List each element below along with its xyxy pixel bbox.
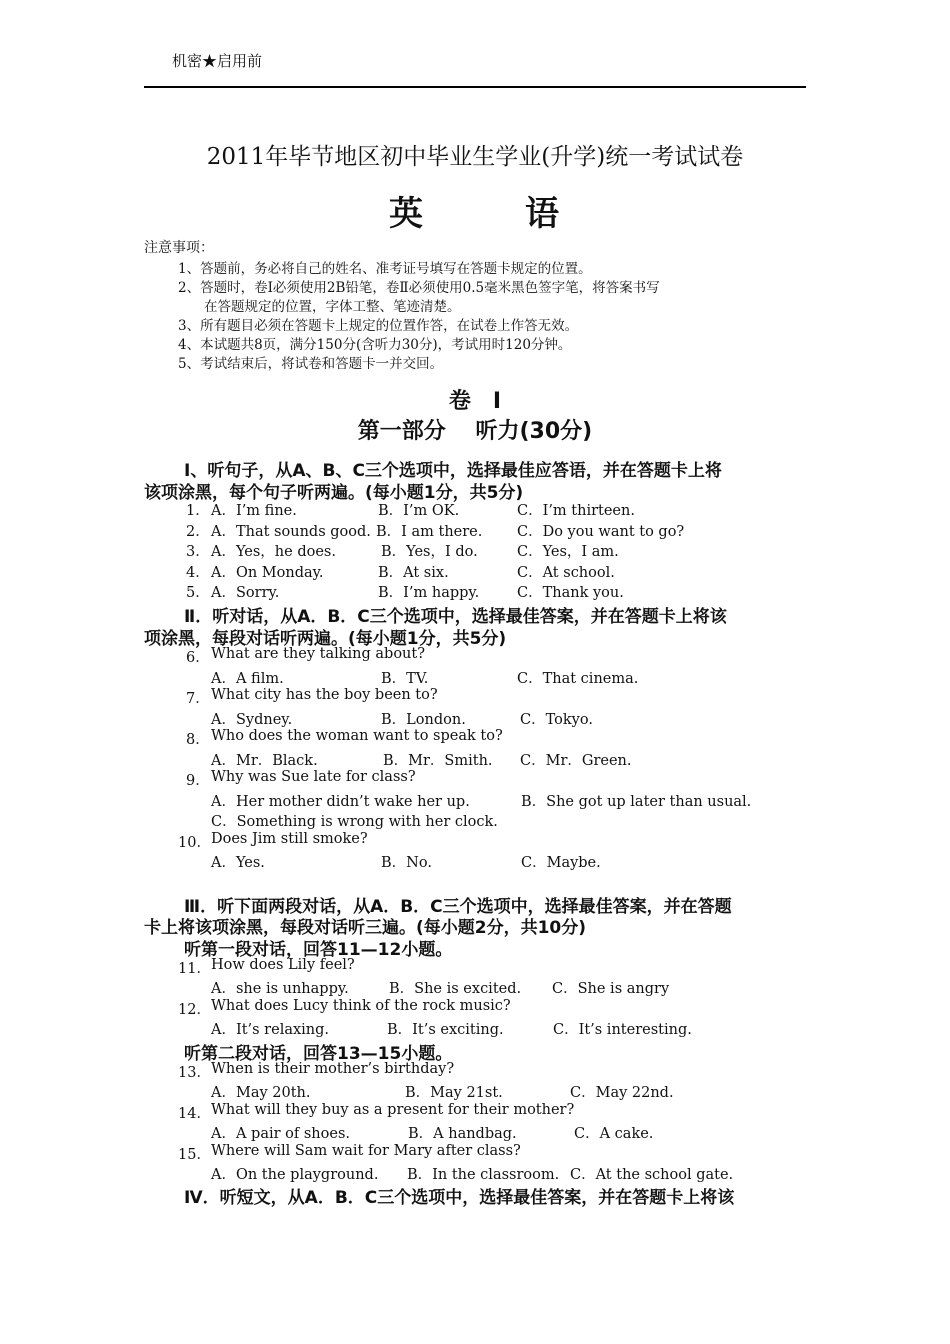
option-c: C．That cinema. xyxy=(517,671,639,687)
question-number: 4． xyxy=(186,565,210,581)
option-c: C．A cake. xyxy=(574,1126,654,1142)
question-number: 11． xyxy=(178,961,211,977)
option-b: B．She is excited. xyxy=(389,981,522,997)
option-b: B．At six. xyxy=(378,565,449,581)
option-a: A．Yes. xyxy=(211,855,265,871)
option-b: B．I’m OK. xyxy=(378,503,460,519)
option-a: A．Her mother didn’t wake her up. xyxy=(211,794,470,810)
option-a: A．On Monday. xyxy=(211,565,324,581)
exam-title: 2011年毕节地区初中毕业生学业(升学)统一考试试卷 xyxy=(206,144,744,170)
option-a: A．May 20th. xyxy=(211,1085,311,1101)
option-b: B．She got up later than usual. xyxy=(521,794,752,810)
subject-title xyxy=(0,186,950,235)
option-a: A．A film. xyxy=(211,671,284,687)
option-a: A．On the playground. xyxy=(211,1167,379,1183)
question-stem: Why was Sue late for class? xyxy=(211,769,416,785)
question-stem: Does Jim still smoke? xyxy=(211,831,368,847)
option-b: B．TV. xyxy=(381,671,429,687)
option-a: A．Sorry. xyxy=(211,585,280,601)
option-a: A．I’m fine. xyxy=(211,503,297,519)
question-number: 1． xyxy=(186,503,210,519)
section1-instruction: 该项涂黑，每个句子听两遍。(每小题1分，共5分) xyxy=(144,483,524,503)
option-c: C．It’s interesting. xyxy=(553,1022,692,1038)
note-item: 5、考试结束后，将试卷和答题卡一并交回。 xyxy=(178,356,444,372)
confidential-label: 机密★启用前 xyxy=(172,52,263,70)
option-c: C．Do you want to go? xyxy=(517,524,685,540)
section3-instruction: Ⅲ．听下面两段对话，从A．B．C三个选项中，选择最佳答案，并在答题 xyxy=(184,897,732,917)
question-stem: How does Lily feel? xyxy=(211,957,355,973)
question-number: 10． xyxy=(178,835,211,851)
question-number: 7． xyxy=(186,691,210,707)
question-stem: What are they talking about? xyxy=(211,646,425,662)
option-c: C．May 22nd. xyxy=(570,1085,674,1101)
option-a: A．Mr．Black. xyxy=(211,753,318,769)
option-c: C．Mr．Green. xyxy=(520,753,632,769)
question-stem: Who does the woman want to speak to? xyxy=(211,728,503,744)
note-item: 在答题规定的位置，字体工整、笔迹清楚。 xyxy=(204,299,461,315)
option-b: B．I am there. xyxy=(376,524,483,540)
option-a: A．she is unhappy. xyxy=(211,981,349,997)
option-b: B．No. xyxy=(381,855,432,871)
question-number: 6． xyxy=(186,650,210,666)
question-stem: What will they buy as a present for their mother? xyxy=(211,1102,575,1118)
option-c: C．Thank you. xyxy=(517,585,624,601)
option-b: B．I’m happy. xyxy=(378,585,480,601)
header-rule xyxy=(144,86,806,88)
option-b: B．Yes，I do. xyxy=(381,544,478,560)
question-number: 14． xyxy=(178,1106,211,1122)
notes-heading: 注意事项： xyxy=(144,240,214,256)
option-a: A．Sydney. xyxy=(211,712,293,728)
option-b: B．London. xyxy=(381,712,466,728)
note-item: 3、所有题目必须在答题卡上规定的位置作答，在试卷上作答无效。 xyxy=(178,318,579,334)
option-c: C．At school. xyxy=(517,565,615,581)
option-b: B．A handbag. xyxy=(408,1126,517,1142)
question-stem: Where will Sam wait for Mary after class? xyxy=(211,1143,521,1159)
section2-instruction: Ⅱ．听对话，从A．B．C三个选项中，选择最佳答案，并在答题卡上将该 xyxy=(184,607,727,627)
question-number: 2． xyxy=(186,524,210,540)
question-stem: When is their mother’s birthday? xyxy=(211,1061,455,1077)
section4-instruction: Ⅳ．听短文，从A．B．C三个选项中，选择最佳答案，并在答题卡上将该 xyxy=(184,1188,735,1208)
option-a: A．A pair of shoes. xyxy=(211,1126,351,1142)
note-item: 1、答题前，务必将自己的姓名、准考证号填写在答题卡规定的位置。 xyxy=(178,261,592,277)
question-number: 5． xyxy=(186,585,210,601)
option-c: C．Something is wrong with her clock. xyxy=(211,814,498,830)
option-b: B．In the classroom. xyxy=(407,1167,560,1183)
question-stem: What city has the boy been to? xyxy=(211,687,438,703)
question-number: 12． xyxy=(178,1002,211,1018)
note-item: 4、本试题共8页，满分150分(含听力30分)，考试用时120分钟。 xyxy=(178,337,572,353)
question-stem: What does Lucy think of the rock music? xyxy=(211,998,511,1014)
volume-title: 卷 Ⅰ xyxy=(448,389,502,414)
question-number: 9． xyxy=(186,773,210,789)
option-c: C．At the school gate. xyxy=(570,1167,734,1183)
option-c: C．I’m thirteen. xyxy=(517,503,635,519)
question-number: 15． xyxy=(178,1147,211,1163)
question-number: 13． xyxy=(178,1065,211,1081)
subject-char-2: 语 xyxy=(525,194,561,234)
option-a: A．It’s relaxing. xyxy=(211,1022,330,1038)
option-c: C．She is angry xyxy=(552,981,670,997)
dialog-heading: 听第一段对话，回答11—12小题。 xyxy=(184,940,453,960)
part-title: 第一部分 听力(30分) xyxy=(357,419,593,444)
question-number: 8． xyxy=(186,732,210,748)
question-number: 3． xyxy=(186,544,210,560)
option-b: B．It’s exciting. xyxy=(387,1022,504,1038)
option-a: A．Yes，he does. xyxy=(211,544,336,560)
option-c: C．Yes，I am. xyxy=(517,544,619,560)
dialog-heading: 听第二段对话，回答13—15小题。 xyxy=(184,1044,453,1064)
option-c: C．Maybe. xyxy=(521,855,601,871)
section1-instruction: Ⅰ、听句子，从A、B、C三个选项中，选择最佳应答语，并在答题卡上将 xyxy=(184,461,722,481)
option-b: B．May 21st. xyxy=(405,1085,503,1101)
note-item: 2、答题时，卷Ⅰ必须使用2B铅笔，卷Ⅱ必须使用0.5毫米黑色签字笔，将答案书写 xyxy=(178,280,660,296)
section2-instruction: 项涂黑，每段对话听两遍。(每小题1分，共5分) xyxy=(144,629,507,649)
section3-instruction: 卡上将该项涂黑，每段对话听三遍。(每小题2分，共10分) xyxy=(144,918,587,938)
option-b: B．Mr．Smith. xyxy=(383,753,493,769)
subject-char-1: 英 xyxy=(389,194,425,234)
option-c: C．Tokyo. xyxy=(520,712,593,728)
option-a: A．That sounds good. xyxy=(211,524,371,540)
